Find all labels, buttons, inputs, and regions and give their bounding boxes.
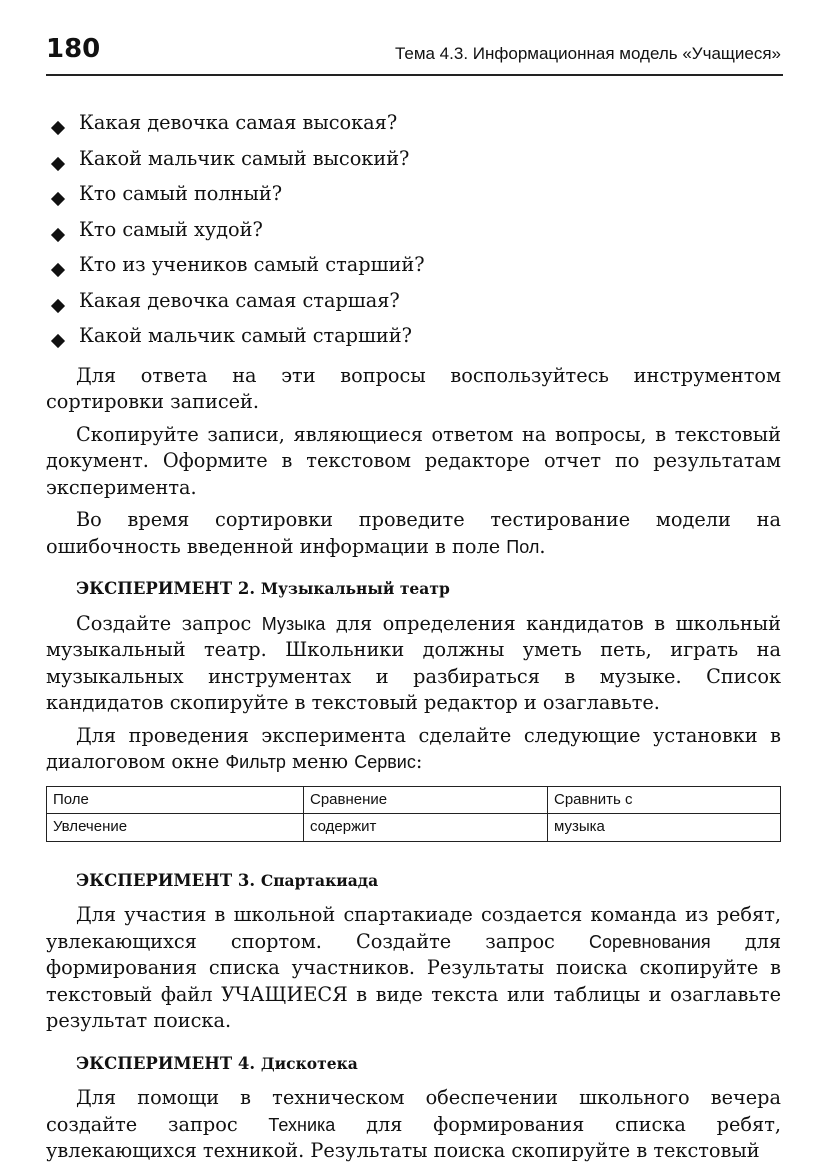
diamond-bullet-icon <box>51 156 65 170</box>
list-item: Какая девочка самая высокая? <box>46 108 781 144</box>
field-name-gender: Пол <box>506 536 540 557</box>
header-rule <box>46 74 783 76</box>
table-row <box>47 786 781 814</box>
table-header-cell: Поле <box>47 786 304 814</box>
experiment-4-heading: ЭКСПЕРИМЕНТ 4. Дискотека <box>76 1053 358 1073</box>
page-body <box>46 108 781 1165</box>
experiment-3-heading: ЭКСПЕРИМЕНТ 3. Спартакиада <box>76 870 379 890</box>
list-item: Какая девочка самая старшая? <box>46 286 781 322</box>
query-name: Музыка <box>261 613 326 634</box>
diamond-bullet-icon <box>51 227 65 241</box>
table-header-cell: Сравнить с <box>548 786 781 814</box>
intro-paragraph-3: Во время сортировки проведите тестирование модели на ошибочность введенной информации в поле Пол. <box>46 508 781 558</box>
diamond-bullet-icon <box>51 121 65 135</box>
diamond-bullet-icon <box>51 298 65 312</box>
dialog-name: Фильтр <box>225 752 286 772</box>
experiment-2-paragraph-1: Создайте запрос Музыка для определения кандидатов в школьный музыкальный театр. Школьники должны уметь петь, играть на музыкальных инструментах и разбираться в музыке. Список кандидатов скопируйте в текстовый редактор и озаглавьте. <box>46 611 781 714</box>
list-item: Кто самый худой? <box>46 215 781 251</box>
intro-paragraph-2: Скопируйте записи, являющиеся ответом на вопросы, в текстовый документ. Оформите в текстовом редакторе отчет по результатам эксперимента. <box>46 422 781 499</box>
experiment-2-heading: ЭКСПЕРИМЕНТ 2. Музыкальный театр <box>76 579 450 598</box>
diamond-bullet-icon <box>51 334 65 348</box>
menu-name: Сервис <box>354 752 416 772</box>
table-row <box>47 814 781 842</box>
experiment-2-paragraph-2: Для проведения эксперимента сделайте следующие установки в диалоговом окне Фильтр меню Сервис: <box>46 723 781 773</box>
list-item: Какой мальчик самый высокий? <box>46 144 781 180</box>
page-number: 180 <box>46 34 101 64</box>
table-cell: музыка <box>548 814 781 842</box>
intro-paragraph-1: Для ответа на эти вопросы воспользуйтесь инструментом сортировки записей. <box>46 363 781 413</box>
filter-settings-table <box>46 786 781 842</box>
list-item: Кто из учеников самый старший? <box>46 250 781 286</box>
diamond-bullet-icon <box>51 192 65 206</box>
query-name: Соревнования <box>588 931 711 952</box>
question-list <box>46 108 781 357</box>
diamond-bullet-icon <box>51 263 65 277</box>
experiment-3-paragraph: Для участия в школьной спартакиаде создается команда из ребят, увлекающихся спортом. Создайте запрос Соревнования для формирования списка участников. Результаты поиска скопируйте в текстовый файл УЧАЩИЕСЯ в виде текста или таблицы и озаглавьте результат поиска. <box>46 903 781 1032</box>
experiment-4-paragraph: Для помощи в техническом обеспечении школьного вечера создайте запрос Техника для формирования списка ребят, увлекающихся техникой. Результаты поиска скопируйте в текстовый <box>46 1086 781 1162</box>
table-cell: Увлечение <box>47 814 304 842</box>
query-name: Техника <box>268 1114 336 1135</box>
list-item: Какой мальчик самый старший? <box>46 321 781 357</box>
running-title: Тема 4.3. Информационная модель «Учащиеся» <box>394 44 781 63</box>
table-header-cell: Сравнение <box>304 786 548 814</box>
list-item: Кто самый полный? <box>46 179 781 215</box>
table-cell: содержит <box>304 814 548 842</box>
